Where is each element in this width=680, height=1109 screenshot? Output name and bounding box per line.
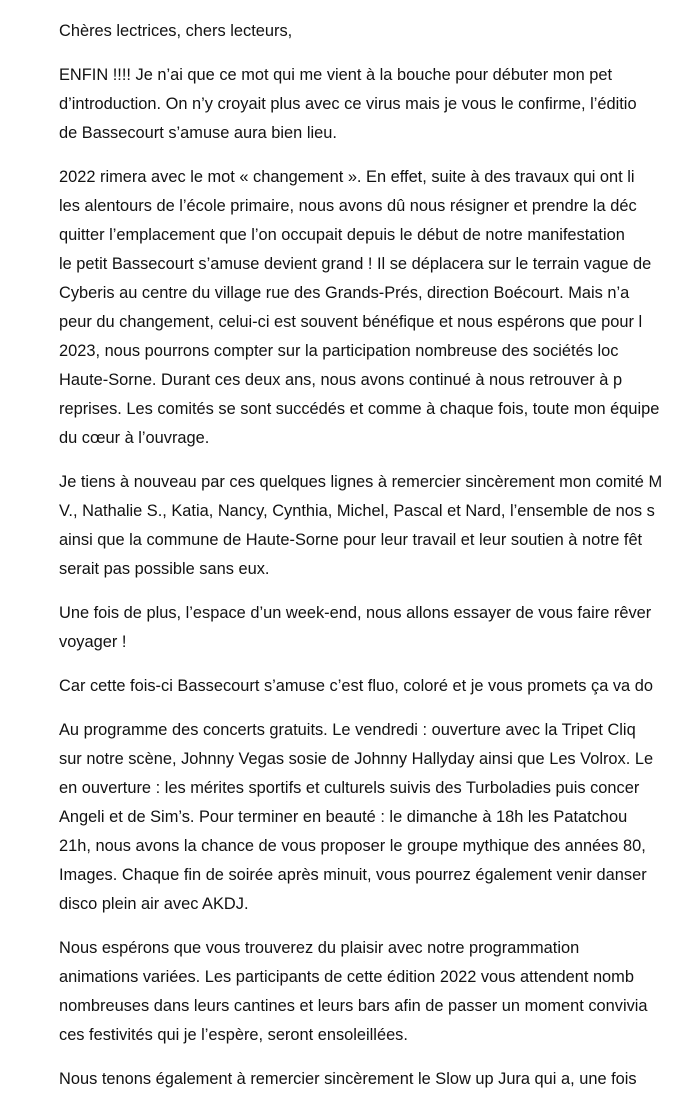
text-line: voyager ! [59, 633, 127, 651]
paragraph-slow-up [59, 1065, 680, 1094]
text-line: Au programme des concerts gratuits. Le vendredi : ouverture avec la Tripet Cliq [59, 721, 636, 739]
text-line: Angeli et de Sim’s. Pour terminer en beauté : le dimanche à 18h les Patatchou [59, 808, 628, 826]
paragraph-remerciements [59, 468, 680, 584]
text-line: reprises. Les comités se sont succédés et comme à chaque fois, toute mon équipe [59, 400, 660, 418]
text-line: 2022 rimera avec le mot « changement ». En effet, suite à des travaux qui ont li [59, 168, 635, 186]
text-line: 2023, nous pourrons compter sur la participation nombreuse des sociétés loc [59, 342, 619, 360]
text-line: en ouverture : les mérites sportifs et culturels suivis des Turboladies puis concer [59, 779, 640, 797]
text-line: V., Nathalie S., Katia, Nancy, Cynthia, Michel, Pascal et Nard, l’ensemble de nos s [59, 502, 655, 520]
paragraph-animations [59, 934, 680, 1050]
text-line: animations variées. Les participants de cette édition 2022 vous attendent nomb [59, 968, 634, 986]
salutation [59, 17, 680, 46]
text-line: disco plein air avec AKDJ. [59, 895, 249, 913]
text-line: 21h, nous avons la chance de vous proposer le groupe mythique des années 80, [59, 837, 646, 855]
text-line: nombreuses dans leurs cantines et leurs bars afin de passer un moment convivia [59, 997, 648, 1015]
text-line: Nous espérons que vous trouverez du plaisir avec notre programmation [59, 939, 580, 957]
text-line: Une fois de plus, l’espace d’un week-end, nous allons essayer de vous faire rêver [59, 604, 652, 622]
text-line: le petit Bassecourt s’amuse devient grand ! Il se déplacera sur le terrain vague de [59, 255, 652, 273]
text-line: Je tiens à nouveau par ces quelques lignes à remercier sincèrement mon comité M [59, 473, 663, 491]
paragraph-fluo [59, 672, 680, 701]
text-line: ces festivités qui je l’espère, seront ensoleillées. [59, 1026, 408, 1044]
text-line: Cyberis au centre du village rue des Grands-Prés, direction Boécourt. Mais n’a [59, 284, 630, 302]
text-line: du cœur à l’ouvrage. [59, 429, 210, 447]
text-line: de Bassecourt s’amuse aura bien lieu. [59, 124, 337, 142]
text-line: d’introduction. On n’y croyait plus avec ce virus mais je vous le confirme, l’éditio [59, 95, 637, 113]
paragraph-programme [59, 716, 680, 919]
text-line: serait pas possible sans eux. [59, 560, 270, 578]
text-line: ainsi que la commune de Haute-Sorne pour leur travail et leur soutien à notre fêt [59, 531, 643, 549]
text-line: sur notre scène, Johnny Vegas sosie de Johnny Hallyday ainsi que Les Volrox. Le [59, 750, 654, 768]
text-line: Haute-Sorne. Durant ces deux ans, nous avons continué à nous retrouver à p [59, 371, 623, 389]
paragraph-week-end [59, 599, 680, 657]
letter-body [59, 17, 680, 1109]
text-line: Images. Chaque fin de soirée après minuit, vous pourrez également venir danser [59, 866, 647, 884]
text-line: Car cette fois-ci Bassecourt s’amuse c’est fluo, coloré et je vous promets ça va do [59, 677, 653, 695]
text-line: les alentours de l’école primaire, nous avons dû nous résigner et prendre la déc [59, 197, 637, 215]
text-line: quitter l’emplacement que l’on occupait depuis le début de notre manifestation [59, 226, 625, 244]
text-line: ENFIN !!!! Je n’ai que ce mot qui me vient à la bouche pour débuter mon pet [59, 66, 613, 84]
paragraph-changement [59, 163, 680, 453]
text-line: peur du changement, celui-ci est souvent bénéfique et nous espérons que pour l [59, 313, 643, 331]
paragraph-intro [59, 61, 680, 148]
text-line: Nous tenons également à remercier sincèrement le Slow up Jura qui a, une fois [59, 1070, 637, 1088]
text-line: Chères lectrices, chers lecteurs, [59, 22, 293, 40]
